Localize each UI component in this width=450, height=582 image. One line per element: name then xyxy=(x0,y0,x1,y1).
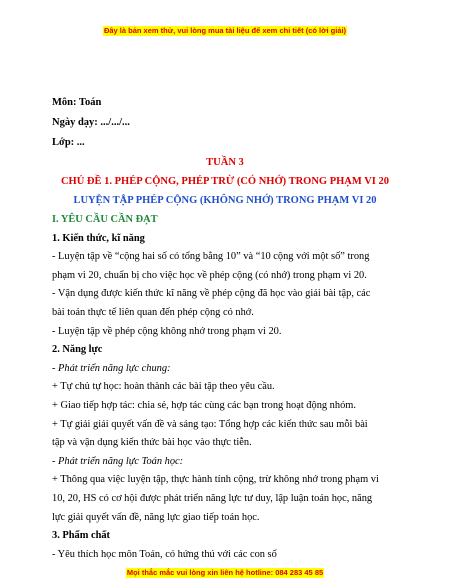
paragraph-line: bài toán thực tế liên quan đến phép cộng có nhớ. xyxy=(52,307,254,318)
class-line: Lớp: ... xyxy=(52,137,85,148)
paragraph-line: - Luyện tập về “cộng hai số có tổng bằng 10” và “10 cộng với một số” trong xyxy=(52,251,370,263)
ability-heading: 2. Năng lực xyxy=(52,344,103,356)
paragraph-line: + Tự giải giải quyết vấn đề và sáng tạo: Tổng hợp các kiến thức sau mỗi bài xyxy=(52,418,368,430)
week-heading: TUẦN 3 xyxy=(206,157,244,168)
paragraph-line: + Thông qua việc luyện tập, thực hành tính cộng, trừ không nhớ trong phạm vi xyxy=(52,474,379,486)
paragraph-line: + Giao tiếp hợp tác: chia sẻ, hợp tác cùng các bạn trong hoạt động nhóm. xyxy=(52,400,356,411)
paragraph-line: 10, 20, HS có cơ hội được phát triển năng lực tư duy, lập luận toán học, năng xyxy=(52,493,373,504)
paragraph-line: - Yêu thích học môn Toán, có hứng thú với các con số xyxy=(52,548,277,560)
paragraph-line: + Tự chủ tự học: hoàn thành các bài tập theo yêu cầu. xyxy=(52,381,275,393)
topic-heading: CHỦ ĐỀ 1. PHÉP CỘNG, PHÉP TRỪ (CÓ NHỚ) TRONG PHẠM VI 20 xyxy=(60,176,390,187)
lesson-heading: LUYỆN TẬP PHÉP CỘNG (KHÔNG NHỚ) TRONG PHẠM VI 20 xyxy=(73,195,377,206)
paragraph-line: phạm vi 20, chuẩn bị cho việc học về phép cộng (có nhớ) trong phạm vi 20. xyxy=(52,269,367,281)
knowledge-heading: 1. Kiến thức, kĩ năng xyxy=(52,232,145,244)
general-ability-subheading: - Phát triển năng lực chung: xyxy=(52,362,171,374)
quality-heading: 3. Phẩm chất xyxy=(52,530,111,542)
hotline-banner: Mọi thắc mắc vui lòng xin liên hệ hotline: 084 283 45 85 xyxy=(126,568,324,577)
paragraph-line: lực giải quyết vấn đề, năng lực giao tiếp toán học. xyxy=(52,511,260,523)
subject-line: Môn: Toán xyxy=(52,97,102,108)
paragraph-line: - Luyện tập về phép cộng không nhớ trong phạm vi 20. xyxy=(52,325,282,337)
teaching-date-line: Ngày dạy: .../.../... xyxy=(52,117,130,128)
paragraph-line: tập và vận dụng kiến thức bài học vào thực tiễn. xyxy=(52,437,252,449)
math-ability-subheading: - Phát triển năng lực Toán học: xyxy=(52,455,184,467)
paragraph-line: - Vận dụng được kiến thức kĩ năng về phép cộng đã học vào giải bài tập, các xyxy=(52,288,371,300)
section-heading-requirements: I. YÊU CẦU CẦN ĐẠT xyxy=(52,214,158,225)
preview-notice-banner: Đây là bản xem thử, vui lòng mua tài liệu để xem chi tiết (có lời giải) xyxy=(103,26,347,35)
